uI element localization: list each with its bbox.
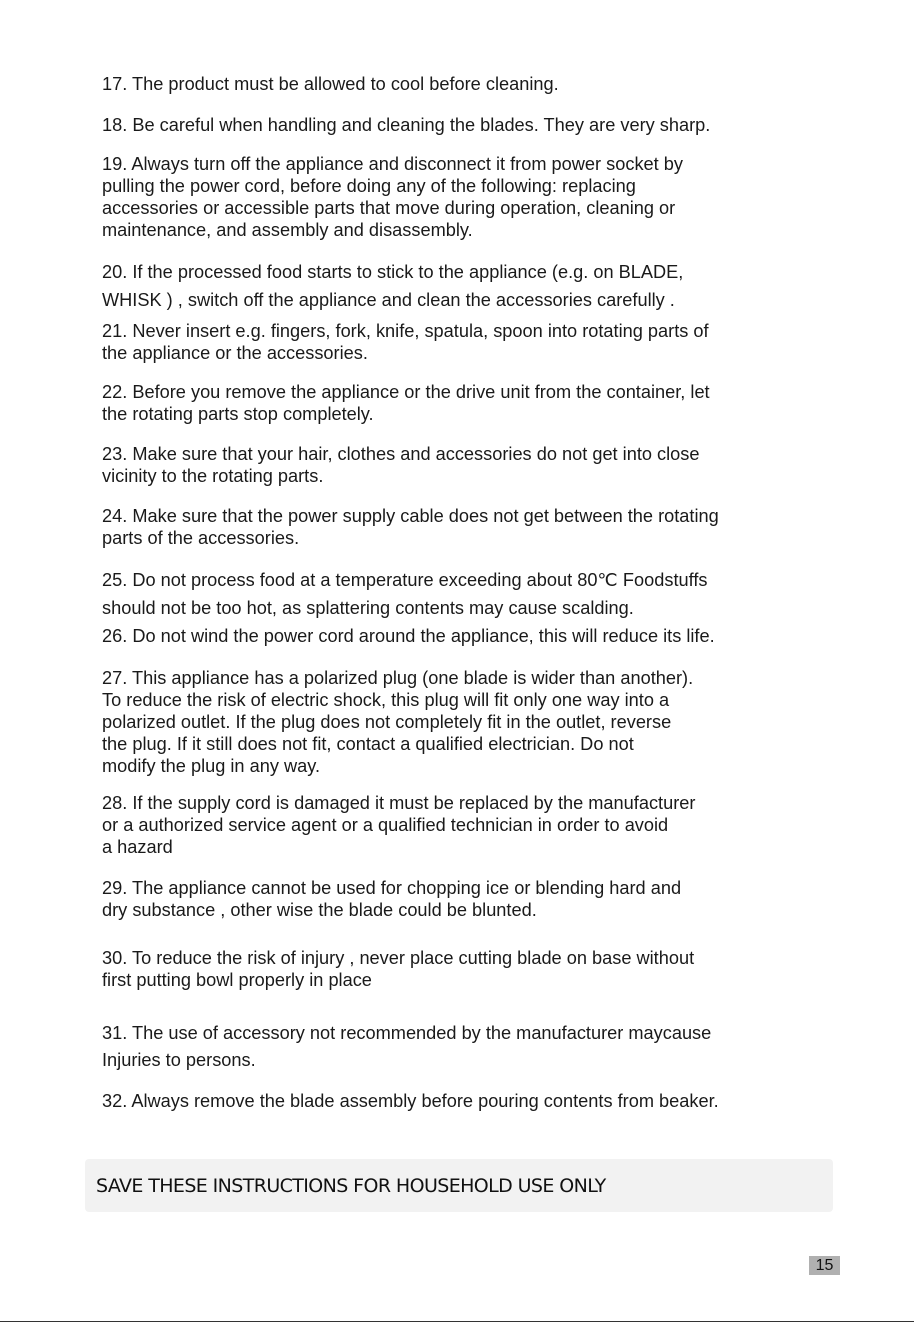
instruction-18: 18. Be careful when handling and cleaning the blades. They are very sharp. [102, 115, 711, 135]
instruction-21: 21. Never insert e.g. fingers, fork, knife, spatula, spoon into rotating parts of the appliance or the accessories. [102, 321, 709, 363]
instruction-32: 32. Always remove the blade assembly before pouring contents from beaker. [102, 1091, 719, 1111]
page-number: 15 [809, 1256, 840, 1275]
instruction-22: 22. Before you remove the appliance or the drive unit from the container, let the rotating parts stop completely. [102, 382, 710, 424]
instruction-25: 25. Do not process food at a temperature exceeding about 80℃ Foodstuffs should not be too hot, as splattering contents may cause scalding. [102, 570, 708, 618]
instruction-27: 27. This appliance has a polarized plug (one blade is wider than another). To reduce the risk of electric shock, this plug will fit only one way into a polarized outlet. If the plug does not completely fit in the outlet, reverse the plug. If it still does not fit, contact a qualified electrician. Do not modify the plug in any way. [102, 668, 694, 776]
instruction-19: 19. Always turn off the appliance and disconnect it from power socket by pulling the power cord, before doing any of the following: replacing accessories or accessible parts that move during operation, cleaning or maintenance, and assembly and disassembly. [102, 154, 683, 240]
bottom-divider [0, 1321, 914, 1322]
save-instructions-text: SAVE THESE INSTRUCTIONS FOR HOUSEHOLD USE ONLY [96, 1175, 606, 1197]
instruction-28: 28. If the supply cord is damaged it must be replaced by the manufacturer or a authorized service agent or a qualified technician in order to avoid a hazard [102, 793, 696, 857]
save-instructions-banner [85, 1159, 833, 1212]
instruction-17: 17. The product must be allowed to cool before cleaning. [102, 74, 559, 94]
instruction-31: 31. The use of accessory not recommended by the manufacturer maycause Injuries to persons. [102, 1023, 712, 1070]
instruction-20: 20. If the processed food starts to stick to the appliance (e.g. on BLADE, WHISK ) , switch off the appliance and clean the accessories carefully . [102, 262, 684, 310]
instruction-29: 29. The appliance cannot be used for chopping ice or blending hard and dry substance , other wise the blade could be blunted. [102, 878, 682, 920]
instruction-26: 26. Do not wind the power cord around the appliance, this will reduce its life. [102, 626, 715, 646]
instruction-23: 23. Make sure that your hair, clothes and accessories do not get into close vicinity to the rotating parts. [102, 444, 700, 486]
instruction-24: 24. Make sure that the power supply cable does not get between the rotating parts of the accessories. [102, 506, 719, 548]
instruction-30: 30. To reduce the risk of injury , never place cutting blade on base without first putting bowl properly in place [102, 948, 695, 990]
